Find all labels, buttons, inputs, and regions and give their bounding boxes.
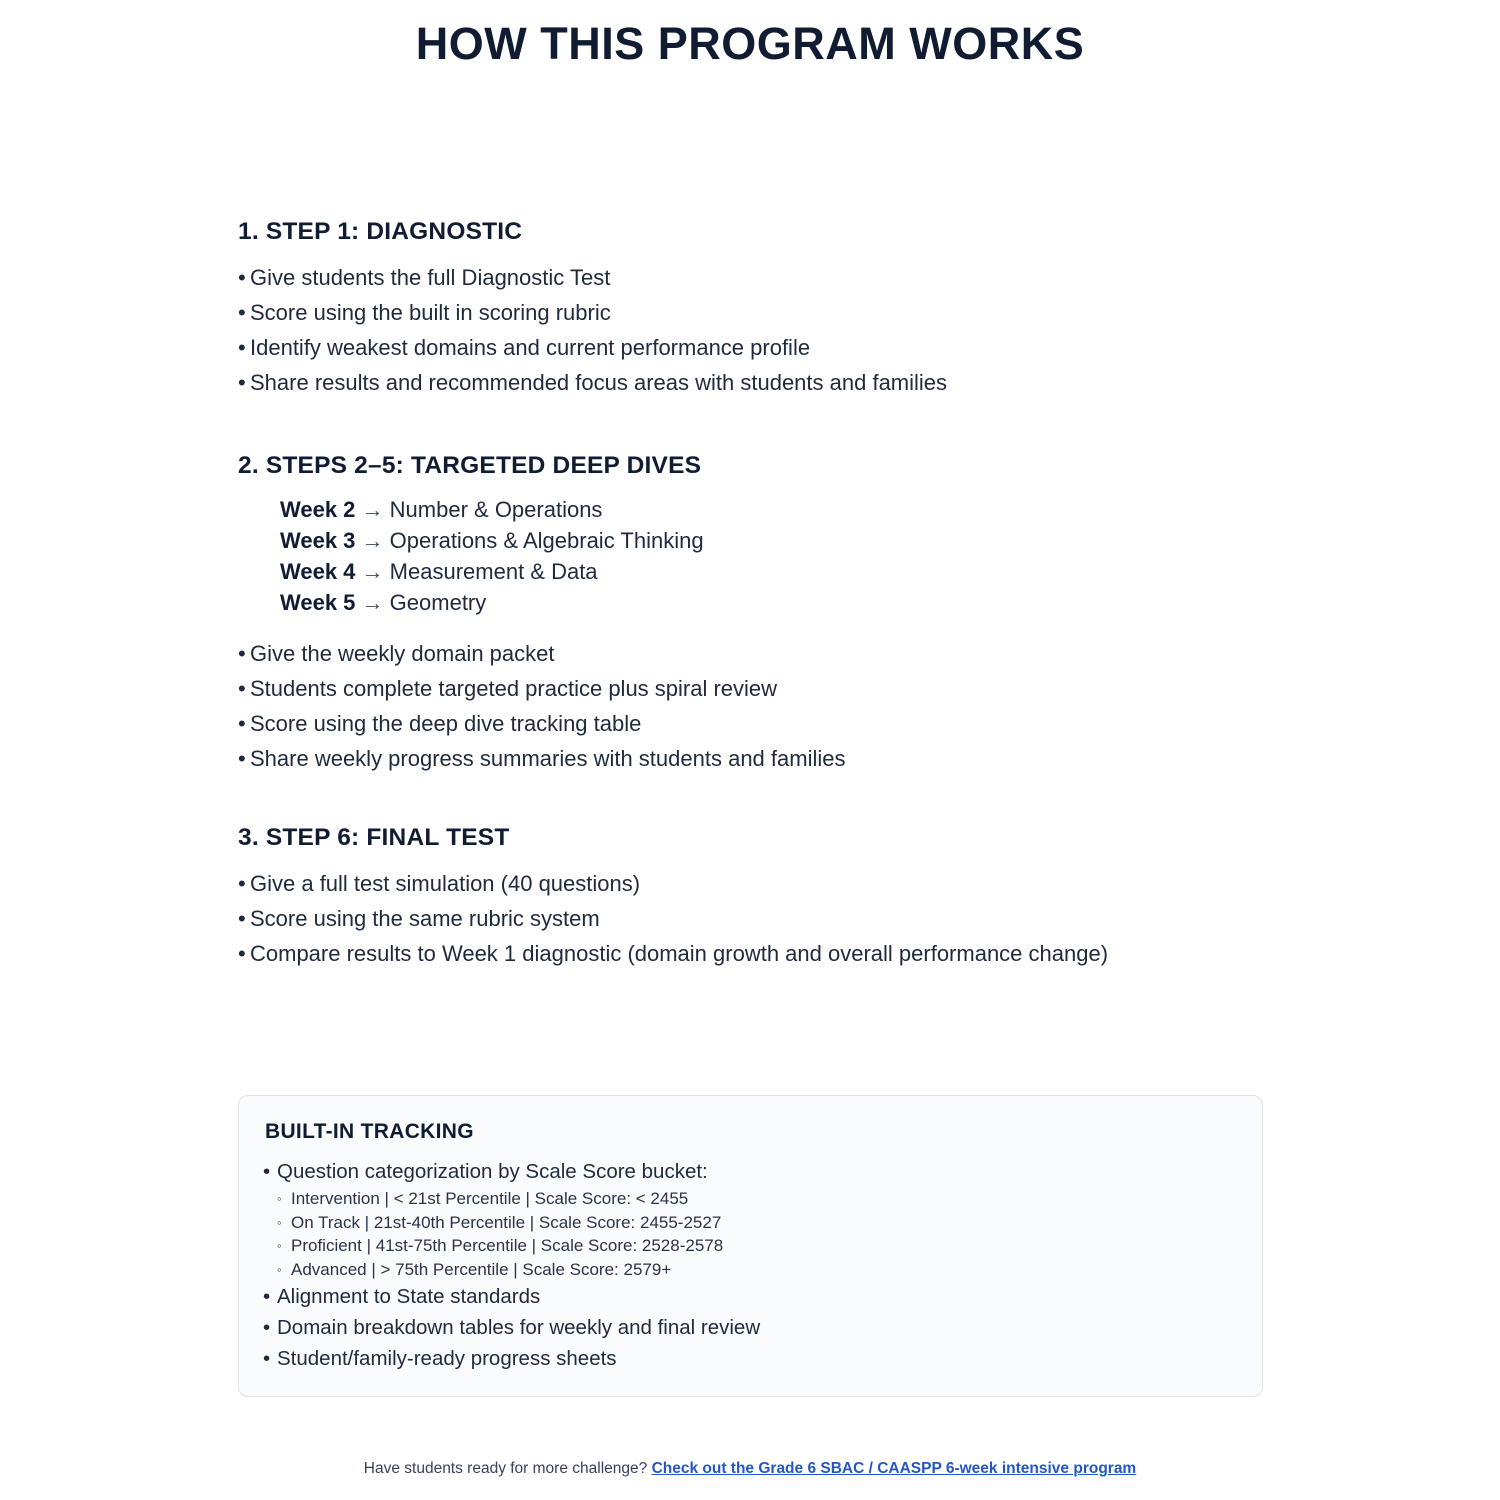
built-in-tracking-panel [238, 1095, 1263, 1397]
bullet-icon: • [263, 1160, 271, 1183]
bullet-icon: • [263, 1316, 271, 1339]
bullet-list [238, 260, 1262, 400]
bullet-icon: • [263, 1285, 271, 1308]
week-domain: Number & Operations [389, 497, 603, 522]
list-item-text: Students complete targeted practice plus spiral review [250, 676, 778, 701]
list-item [238, 706, 1262, 741]
list-item [238, 260, 1262, 295]
arrow-icon: → [361, 497, 384, 522]
week-label: Week 3 [280, 528, 356, 553]
list-item-text: Give a full test simulation (40 questions) [250, 871, 641, 896]
bucket-text: Intervention | < 21st Percentile | Scale Score: < 2455 [291, 1189, 689, 1208]
list-item-text: Domain breakdown tables for weekly and final review [277, 1316, 761, 1339]
bucket-text: Advanced | > 75th Percentile | Scale Score: 2579+ [291, 1259, 672, 1279]
week-label: Week 4 [280, 559, 356, 584]
section-heading: 1. STEP 1: DIAGNOSTIC [238, 218, 523, 245]
list-item-text: Give the weekly domain packet [250, 641, 555, 666]
list-item [263, 1343, 1238, 1374]
list-item [277, 1258, 1238, 1282]
list-item-text: Share results and recommended focus areas with students and families [250, 370, 948, 395]
list-item-text: Share weekly progress summaries with students and families [250, 746, 846, 771]
list-item [238, 330, 1262, 365]
tracking-list [263, 1156, 1238, 1374]
section-heading: 3. STEP 6: FINAL TEST [238, 824, 510, 851]
bullet-icon: • [238, 370, 246, 395]
list-item-text: Compare results to Week 1 diagnostic (domain growth and overall performance change) [250, 941, 1109, 966]
week-row [280, 494, 1262, 525]
sub-bullet-icon: ◦ [277, 1261, 282, 1277]
list-item-text: Give students the full Diagnostic Test [250, 265, 611, 290]
list-item [238, 365, 1262, 400]
sub-bullet-icon: ◦ [277, 1238, 282, 1253]
page-title: HOW THIS PROGRAM WORKS [415, 18, 1085, 69]
list-item [238, 741, 1262, 776]
list-item-text: Alignment to State standards [277, 1285, 541, 1308]
list-item-text: Identify weakest domains and current performance profile [250, 335, 811, 360]
list-item [277, 1187, 1238, 1211]
footer [0, 1460, 1500, 1478]
bullet-icon: • [238, 300, 246, 325]
list-item [263, 1281, 1238, 1312]
bullet-icon: • [238, 265, 246, 290]
arrow-icon: → [361, 590, 384, 615]
list-item [238, 295, 1262, 330]
list-item [238, 671, 1262, 706]
list-item [263, 1156, 1238, 1281]
list-item [277, 1234, 1238, 1258]
arrow-icon: → [361, 559, 384, 584]
scale-score-bucket-list [277, 1187, 1238, 1281]
week-row [280, 556, 1262, 587]
week-label: Week 5 [280, 590, 356, 615]
footer-text: Have students ready for more challenge? [363, 1460, 648, 1477]
list-item-text: Question categorization by Scale Score bucket: [277, 1160, 708, 1183]
week-domain: Operations & Algebraic Thinking [389, 528, 704, 553]
list-item-text: Score using the built in scoring rubric [250, 300, 611, 325]
bullet-icon: • [263, 1347, 271, 1370]
bullet-icon: • [238, 906, 246, 931]
week-domain: Geometry [389, 590, 487, 615]
week-domain: Measurement & Data [389, 559, 598, 584]
week-row [280, 525, 1262, 556]
panel-heading: BUILT-IN TRACKING [265, 1120, 474, 1143]
arrow-icon: → [361, 528, 384, 553]
week-label: Week 2 [280, 497, 356, 522]
section-step-1 [238, 218, 1262, 400]
bullet-icon: • [238, 871, 246, 896]
sub-bullet-icon: ◦ [277, 1191, 282, 1206]
week-row [280, 587, 1262, 618]
bucket-text: Proficient | 41st-75th Percentile | Scale Score: 2528-2578 [291, 1236, 724, 1255]
section-step-6 [238, 824, 1262, 971]
list-item-text: Student/family-ready progress sheets [277, 1347, 617, 1370]
list-item [238, 936, 1262, 971]
list-item [238, 901, 1262, 936]
list-item-text: Score using the same rubric system [250, 906, 600, 931]
section-step-2-5 [238, 452, 1262, 776]
list-item [277, 1211, 1238, 1235]
document-body [0, 218, 1500, 971]
list-item [238, 866, 1262, 901]
bullet-icon: • [238, 676, 246, 701]
sub-bullet-icon: ◦ [277, 1214, 282, 1230]
bullet-icon: • [238, 641, 246, 666]
section-heading: 2. STEPS 2–5: TARGETED DEEP DIVES [238, 452, 702, 479]
bullet-icon: • [238, 335, 246, 360]
week-mapping-list [238, 494, 1262, 618]
bullet-icon: • [238, 711, 246, 736]
bullet-list [238, 636, 1262, 776]
bucket-text: On Track | 21st-40th Percentile | Scale Score: 2455-2527 [291, 1212, 722, 1232]
bullet-icon: • [238, 746, 246, 771]
list-item [263, 1312, 1238, 1343]
list-item [238, 636, 1262, 671]
bullet-icon: • [238, 941, 246, 966]
list-item-text: Score using the deep dive tracking table [250, 711, 642, 736]
footer-link[interactable]: Check out the Grade 6 SBAC / CAASPP 6-week intensive program [651, 1460, 1137, 1477]
bullet-list [238, 866, 1262, 971]
